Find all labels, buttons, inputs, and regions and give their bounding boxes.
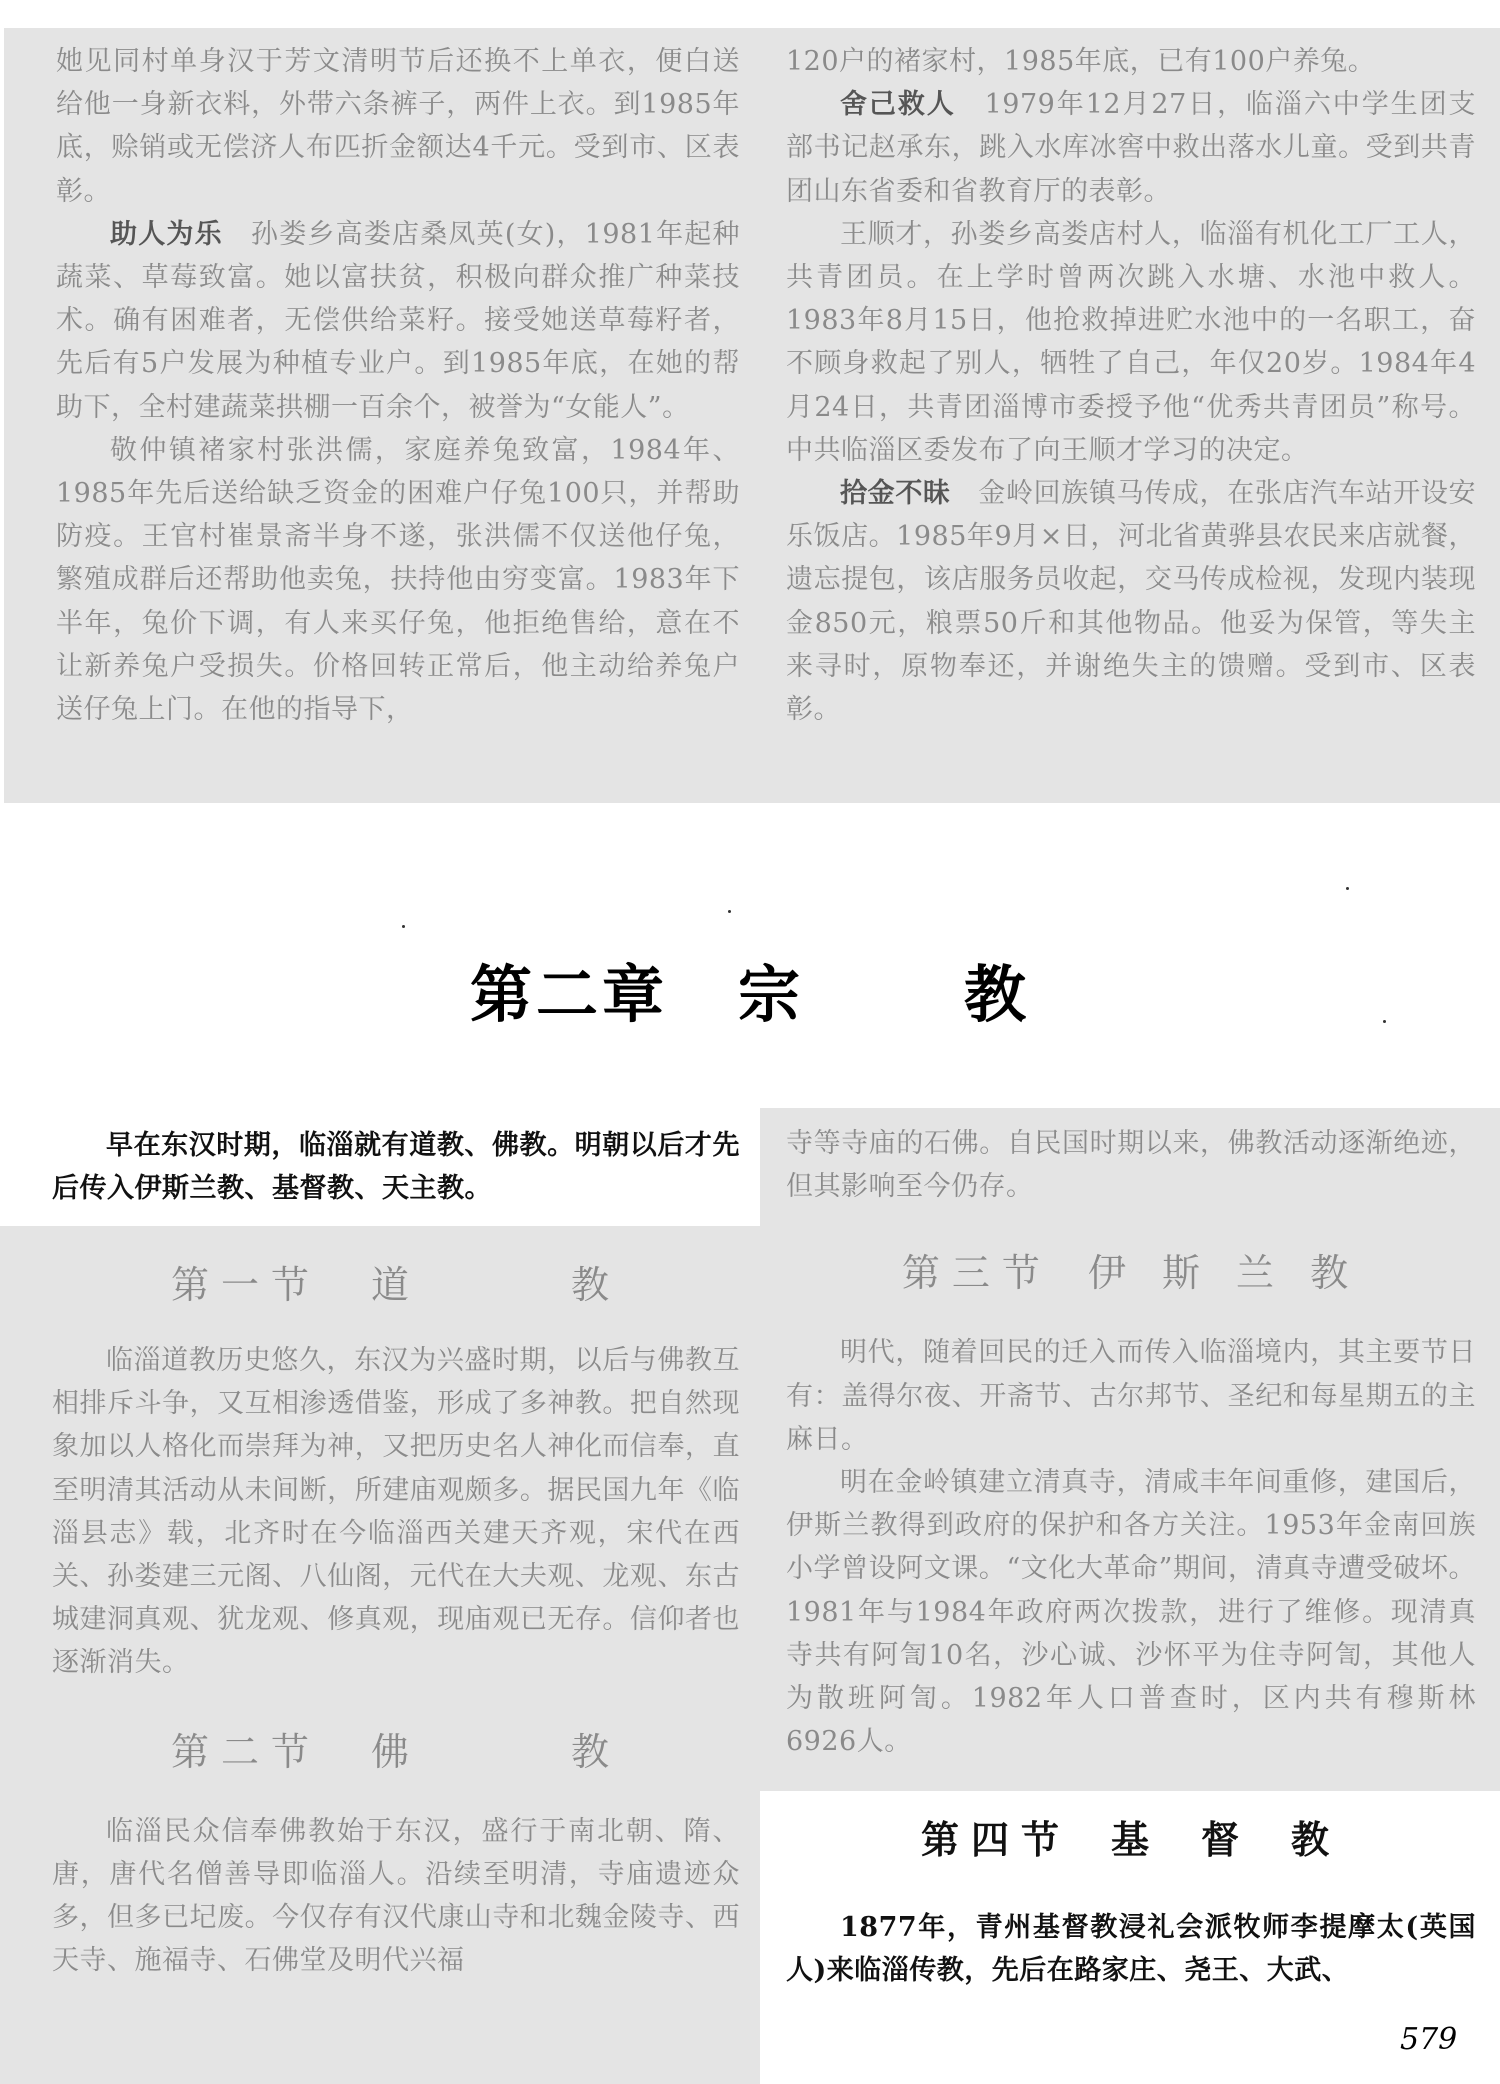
section-paragraph: 临淄民众信奉佛教始于东汉，盛行于南北朝、隋、唐，唐代名僧善导即临淄人。沿续至明清，寺庙遗迹众多，但多已圮废。今仅存有汉代康山寺和北魏金陵寺、西天寺、施福寺、石佛堂及明代兴福 bbox=[52, 1815, 740, 1977]
paragraph: 她见同村单身汉于芳文清明节后还换不上单衣，便白送给他一身新衣料，外带六条裤子，两件上衣。到1985年底，赊销或无偿济人布匹折金额达4千元。受到市、区表彰。 bbox=[56, 46, 740, 207]
chapter-title: 第二章 宗 教 bbox=[469, 958, 1031, 1031]
keyword: 舍己救人 bbox=[840, 89, 956, 121]
section-title: 第三节 伊 斯 兰 教 bbox=[901, 1251, 1361, 1296]
paragraph: 舍己救人 1979年12月27日，临淄六中学生团支部书记赵承东，跳入水库冰窖中救出落水儿童。受到共青团山东省委和省教育厅的表彰。 bbox=[786, 89, 1476, 207]
section-paragraph: 1877年，青州基督教浸礼会派牧师李提摩太(英国人)来临淄传教，先后在路家庄、尧王、大武、 bbox=[786, 1912, 1476, 1987]
paragraph: 拾金不昧 金岭回族镇马传成，在张店汽车站开设安乐饭店。1985年9月×日，河北省黄骅县农民来店就餐，遗忘提包，该店服务员收起，交马传成检视，发现内装现金850元，粮票50斤和其他物品。他妥为保管，等失主来寻时，原物奉还，并谢绝失主的馈赠。受到市、区表彰。 bbox=[786, 478, 1477, 726]
section-title: 第一节 道 教 bbox=[170, 1263, 622, 1307]
paragraph: 敬仲镇褚家村张洪儒，家庭养兔致富，1984年、1985年先后送给缺乏资金的困难户仔兔100只，并帮助防疫。王官村崔景斋半身不遂，张洪儒不仅送他仔兔，繁殖成群后还帮助他卖兔，扶持他由穷变富。1983年下半年，兔价下调，有人来买仔兔，他拒绝售给，意在不让新养兔户受损失。价格回转正常后，他主动给养兔户送仔兔上门。在他的指导下， bbox=[56, 434, 740, 726]
top-left-column bbox=[4, 28, 760, 803]
intro-paragraph: 早在东汉时期，临淄就有道教、佛教。明朝以后才先后传入伊斯兰教、基督教、天主教。 bbox=[52, 1130, 740, 1205]
paragraph: 王顺才，孙娄乡高娄店村人，临淄有机化工厂工人，共青团员。在上学时曾两次跳入水塘、水池中救人。1983年8月15日，他抢救掉进贮水池中的一名职工，奋不顾身救起了别人，牺牲了自己，年仅20岁。1984年4月24日，共青团淄博市委授予他“优秀共青团员”称号。中共临淄区委发布了向王顺才学习的决定。 bbox=[786, 218, 1476, 466]
speck bbox=[1346, 887, 1349, 890]
paragraph: 助人为乐 孙娄乡高娄店桑凤英(女)，1981年起种蔬菜、草莓致富。她以富扶贫，积极向群众推广种菜技术。确有困难者，无偿供给菜籽。接受她送草莓籽者，先后有5户发展为种植专业户。到1985年底，在她的帮助下，全村建蔬菜拱棚一百余个，被誉为“女能人”。 bbox=[56, 218, 741, 423]
paragraph: 120户的褚家村，1985年底，已有100户养兔。 bbox=[786, 46, 1376, 77]
paragraph: 寺等寺庙的石佛。自民国时期以来，佛教活动逐渐绝迹，但其影响至今仍存。 bbox=[786, 1128, 1476, 1203]
keyword: 助人为乐 bbox=[110, 218, 223, 250]
intro-block bbox=[0, 1118, 760, 1226]
speck bbox=[728, 910, 731, 913]
speck bbox=[402, 925, 405, 928]
section-paragraph: 临淄道教历史悠久，东汉为兴盛时期，以后与佛教互相排斥斗争，又互相渗透借鉴，形成了多神教。把自然现象加以人格化而崇拜为神，又把历史名人神化而信奉，直至明清其活动从未间断，所建庙观颇多。据民国九年《临淄县志》载，北齐时在今临淄西关建天齐观，宋代在西关、孙娄建三元阁、八仙阁，元代在大夫观、龙观、东古城建洞真观、犹龙观、修真观，现庙观已无存。信仰者也逐渐消失。 bbox=[52, 1345, 740, 1679]
section-title: 第四节 基 督 教 bbox=[920, 1817, 1342, 1862]
section-paragraph: 明在金岭镇建立清真寺，清咸丰年间重修，建国后，伊斯兰教得到政府的保护和各方关注。1953年金南回族小学曾设阿文课。“文化大革命”期间，清真寺遭受破坏。1981年与1984年政府两次拨款，进行了维修。现清真寺共有阿訇10名，沙心诚、沙怀平为住寺阿訇，其他人为散班阿訇。1982年人口普查时，区内共有穆斯林6926人。 bbox=[786, 1467, 1476, 1758]
page-number: 579 bbox=[1400, 2022, 1458, 2057]
keyword: 拾金不昧 bbox=[840, 478, 951, 510]
section-title: 第二节 佛 教 bbox=[170, 1729, 622, 1774]
right-lower-column bbox=[760, 1108, 1500, 1791]
left-lower-column bbox=[0, 1226, 760, 2084]
section-paragraph: 明代，随着回民的迁入而传入临淄境内，其主要节日有：盖得尔夜、开斋节、古尔邦节、圣纪和每星期五的主麻日。 bbox=[786, 1337, 1476, 1455]
top-right-column bbox=[760, 28, 1500, 803]
section4-block bbox=[760, 1791, 1500, 2084]
